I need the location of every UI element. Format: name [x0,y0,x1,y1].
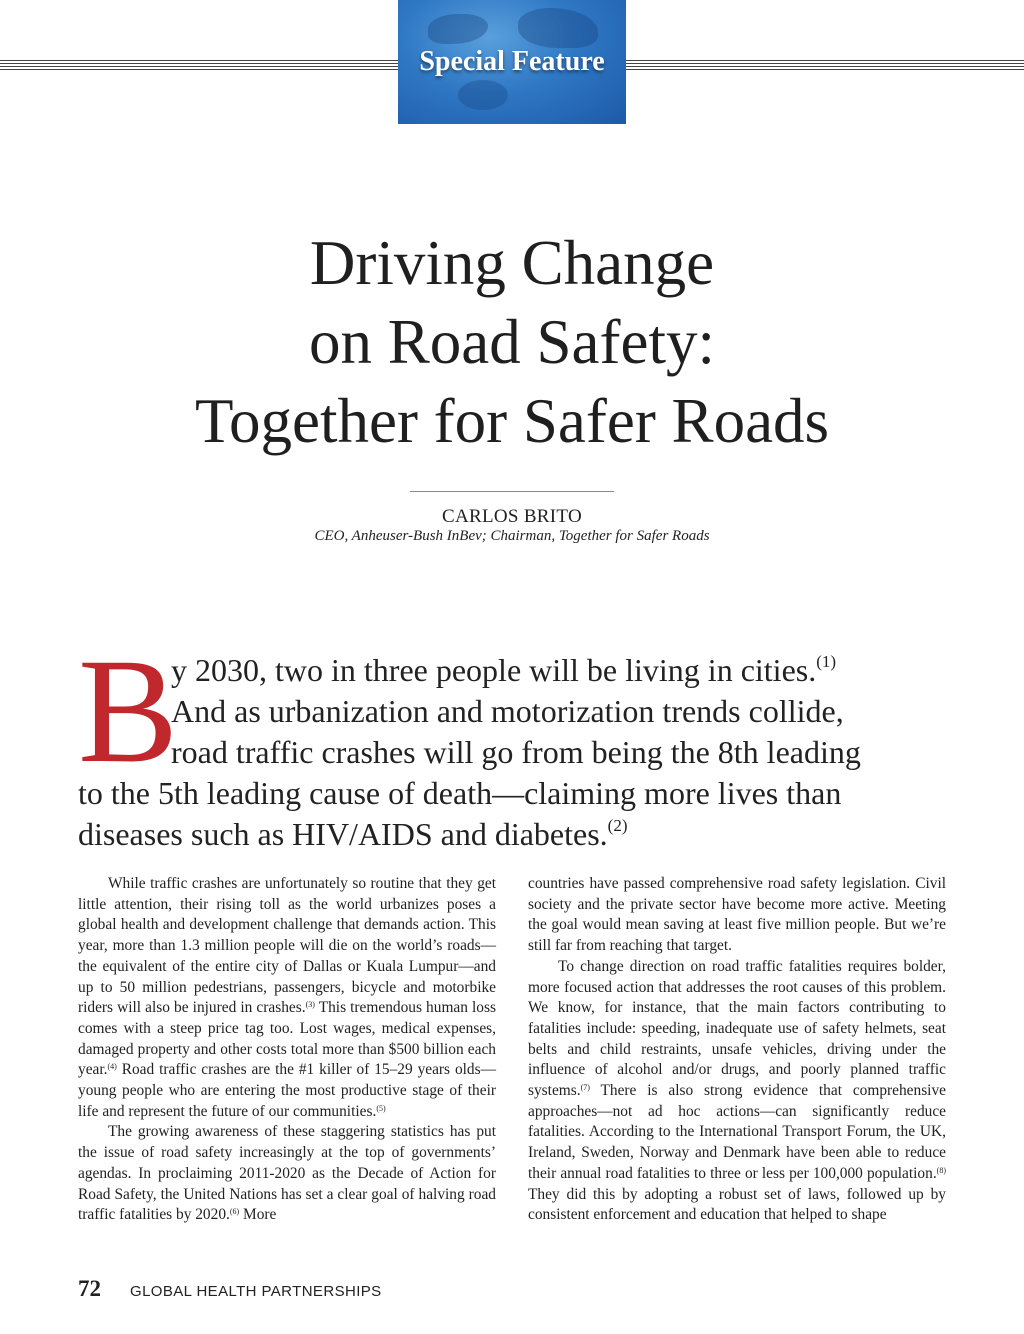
article-title [0,224,1024,461]
globe-map-shape [518,8,598,48]
body-paragraph: To change direction on road traffic fatalities requires bolder, more focused action that addresses the root causes of this problem. We know, for instance, that the main factors contributing to fatalities include: speeding, inadequate use of safety helmets, seat belts and child restraints, unsafe vehicles, driving under the influence of alcohol and/or drugs, and poorly planned traffic systems.$^{(7)}$ There is also strong evidence that comprehensive approaches—not ad hoc actions—can significantly reduce fatalities. According to the International Transport Forum, the UK, Ireland, Sweden, Norway and Denmark have been able to reduce their annual road fatalities to three or less per 100,000 population.$^{(8)}$ They did this by adopting a robust set of laws, followed up by consistent enforcement and education that helped to shape [528,957,946,1224]
lead-line: And as urbanization and motorization trends collide, [171,693,844,729]
footnote-ref: (4) [107,1062,117,1072]
body-column-right [528,874,946,1226]
special-feature-badge [398,0,626,124]
lead-line: to the 5th leading cause of death—claiming more lives than [78,775,842,811]
footnote-ref: (8) [936,1165,946,1175]
body-paragraph: While traffic crashes are unfortunately so routine that they get little attention, their rising toll as the world urbanizes poses a global health and development challenge that demands action. This year, more than 1.3 million people will die on the world’s roads—the equivalent of the entire city of Dallas or Kuala Lumpur—and up to 50 million pedestrians, passengers, bicycle and motorbike riders will also be injured in crashes.$^{(3)}$ This tremendous human loss comes with a steep price tag too. Lost wages, medical expenses, damaged property and other costs total more than $500 billion each year.$^{(4)}$ Road traffic crashes are the #1 killer of 15–29 years olds—young people who are entering the most productive stage of their life and represent the future of our communities.$^{(5)}$ [78,875,496,1120]
title-line: Together for Safer Roads [194,386,830,456]
globe-map-shape [458,80,508,110]
lead-line: road traffic crashes will go from being the 8th leading [171,734,861,770]
body-paragraph: countries have passed comprehensive road safety legislation. Civil society and the private sector have become more active. Meeting the goal would mean saving at least five million people. But we’re still far from reaching that target. [528,875,946,955]
author-role: CEO, Anheuser-Bush InBev; Chairman, Together for Safer Roads [314,528,710,544]
globe-map-shape [428,14,488,44]
publication-name: GLOBAL HEALTH PARTNERSHIPS [130,1283,382,1300]
author-name: CARLOS BRITO [442,506,582,527]
footnote-ref: (6) [229,1207,240,1217]
title-line: Driving Change [309,228,715,298]
footnote-ref: (5) [376,1103,386,1113]
badge-label: Special Feature [419,46,605,77]
footnote-ref: (7) [580,1083,590,1093]
title-line: on Road Safety: [309,307,715,377]
lead-line: y 2030, two in three people will be living in cities.$^{(1)}$ [171,652,837,688]
page-number: 72 [78,1276,101,1301]
drop-cap: B [78,628,179,794]
footnote-ref: (3) [305,1000,315,1010]
body-column-left [78,874,496,1226]
title-divider [410,491,614,492]
footnote-ref: (2) [607,816,628,835]
lead-line: diseases such as HIV/AIDS and diabetes.$^{(2)}$ [78,816,628,852]
body-paragraph: The growing awareness of these staggering statistics has put the issue of road safety increasingly at the top of governments’ agendas. In proclaiming 2011-2020 as the Decade of Action for Road Safety, the United Nations has set a clear goal of halving road traffic fatalities by 2020.$^{(6)}$ More [78,1123,496,1224]
footnote-ref: (1) [816,652,837,671]
